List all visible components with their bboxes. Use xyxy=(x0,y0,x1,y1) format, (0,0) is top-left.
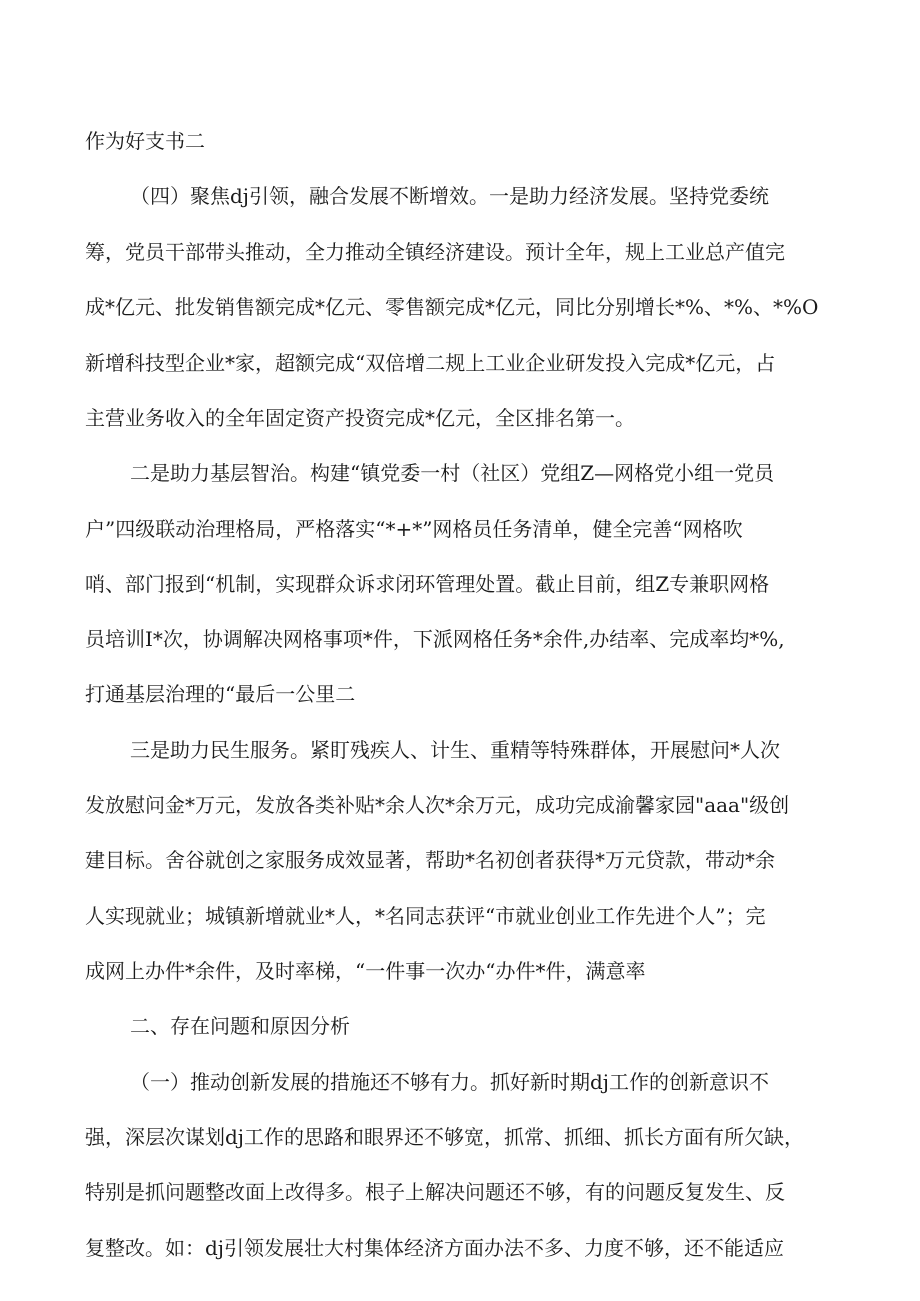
text-line: 发放慰问金*万元，发放各类补贴*余人次*余万元，成功完成渝馨家园"aaa"级创 xyxy=(85,793,790,817)
text-line: 户”四级联动治理格局，严格落实“*+*”网格员任务清单，健全完善“网格吹 xyxy=(85,517,743,541)
paragraph-4-heading-line: （四）聚焦dj引领，融合发展不断增效。一是助力经济发展。坚持党委统 xyxy=(130,184,770,208)
text-line: 主营业务收入的全年固定资产投资完成*亿元，全区排名第一。 xyxy=(85,406,635,430)
paragraph-livelihood-line: 三是助力民生服务。紧盯残疾人、计生、重精等特殊群体，开展慰问*人次 xyxy=(130,738,780,762)
text-line: 员培训I*次，协调解决网格事项*件，下派网格任务*余件,办结率、完成率均*%, xyxy=(85,627,785,651)
paragraph-problems-line: （一）推动创新发展的措施还不够有力。抓好新时期dj工作的创新意识不 xyxy=(130,1070,770,1094)
paragraph-governance-line: 二是助力基层智治。构建“镇党委一村（社区）党组Z—网格党小组一党员 xyxy=(130,461,775,485)
text-line: 新增科技型企业*家，超额完成“双倍增二规上工业企业研发投入完成*亿元，占 xyxy=(85,351,776,375)
text-line: 作为好支书二 xyxy=(85,129,205,153)
text-line: 复整改。如：dj引领发展壮大村集体经济方面办法不多、力度不够，还不能适应 xyxy=(85,1236,785,1260)
text-line: 成网上办件*余件，及时率梯，“一件事一次办“办件*件，满意率 xyxy=(85,959,646,983)
text-line: 人实现就业；城镇新增就业*人，*名同志获评“市就业创业工作先进个人”；完 xyxy=(85,904,766,928)
text-line: 强，深层次谋划dj工作的思路和眼界还不够宽，抓常、抓细、抓长方面有所欠缺， xyxy=(85,1125,805,1149)
text-line: 成*亿元、批发销售额完成*亿元、零售额完成*亿元，同比分别增长*%、*%、*%O xyxy=(85,295,819,319)
text-line: 打通基层治理的“最后一公里二 xyxy=(85,682,356,706)
text-line: 哨、部门报到“机制，实现群众诉求闭环管理处置。截止目前，组Z专兼职网格 xyxy=(85,572,770,596)
text-line: 特别是抓问题整改面上改得多。根子上解决问题还不够，有的问题反复发生、反 xyxy=(85,1180,785,1204)
text-line: 建目标。舍谷就创之家服务成效显著，帮助*名初创者获得*万元贷款，带动*余 xyxy=(85,848,775,872)
section-heading: 二、存在问题和原因分析 xyxy=(130,1014,350,1038)
text-line: 筹，党员干部带头推动，全力推动全镇经济建设。预计全年，规上工业总产值完 xyxy=(85,240,785,264)
